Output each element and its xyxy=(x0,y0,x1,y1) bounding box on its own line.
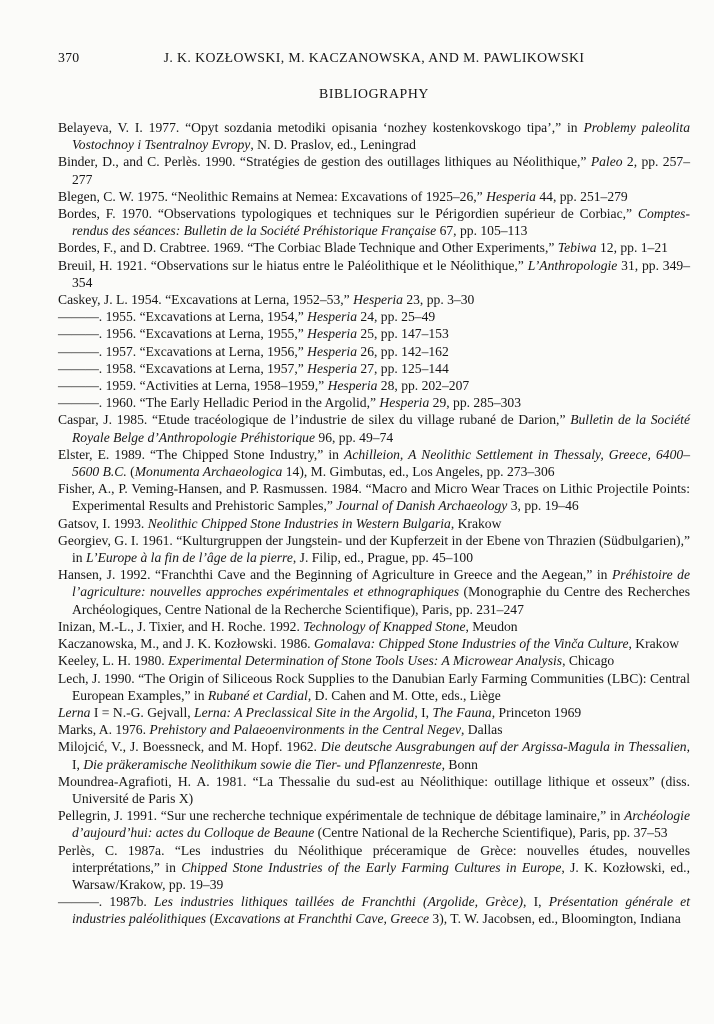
entry-title-segment: Hesperia xyxy=(327,378,378,394)
entry-text-segment: , Princeton 1969 xyxy=(491,704,582,720)
entry-text-segment: ———. 1960. “The Early Helladic Period in the Argolid,” xyxy=(58,395,380,411)
entry-title-segment: Tebiwa xyxy=(557,240,597,256)
entry-text-segment: 25, pp. 147–153 xyxy=(357,326,449,342)
entry-title-segment: Excavations at Franchthi Cave, Greece xyxy=(213,911,430,927)
entry-title-segment: Experimental Determination of Stone Tools Uses: A Microwear Analysis xyxy=(168,653,563,669)
bibliography-entry xyxy=(58,325,690,342)
entry-text-segment: Binder, D., and C. Perlès. 1990. “Stratégies de gestion des outillages lithiques au Néolithique,” xyxy=(58,154,591,170)
entry-text-segment: Pellegrin, J. 1991. “Sur une recherche technique expérimentale de technique de débitage laminaire,” in xyxy=(58,808,625,824)
entry-title-segment: Hesperia xyxy=(353,292,403,308)
entry-text-segment: , Krakow xyxy=(450,515,502,531)
bibliography-entry xyxy=(58,480,690,514)
entry-text-segment: ( xyxy=(126,464,135,480)
entry-title-segment: Les industries lithiques taillées de Franchthi (Argolide, Grèce) xyxy=(153,894,523,910)
bibliography-entry xyxy=(58,515,690,532)
entry-text-segment: Keeley, L. H. 1980. xyxy=(58,653,169,669)
entry-text-segment: Elster, E. 1989. “The Chipped Stone Industry,” in xyxy=(58,446,345,462)
bibliography-entry xyxy=(58,721,690,738)
bibliography-entry xyxy=(58,119,690,153)
entry-title-segment: Die deutsche Ausgrabungen auf der Argissa-Magula in Thessalien xyxy=(320,739,687,755)
bibliography-entry xyxy=(58,291,690,308)
entry-text-segment: Caspar, J. 1985. “Etude tracéologique de l’industrie de silex du village rubané de Darion,” xyxy=(58,412,571,428)
page-header xyxy=(58,50,690,66)
entry-text-segment: , I, xyxy=(522,894,549,910)
entry-text-segment: , N. D. Praslov, ed., Leningrad xyxy=(250,137,416,153)
entry-text-segment: , I, xyxy=(72,739,690,772)
entry-text-segment: ———. 1957. “Excavations at Lerna, 1956,” xyxy=(58,343,308,359)
entry-text-segment: 29, pp. 285–303 xyxy=(429,395,522,411)
entry-title-segment: Hesperia xyxy=(307,343,357,359)
entry-text-segment: ———. 1955. “Excavations at Lerna, 1954,” xyxy=(58,309,308,325)
entry-text-segment: 31, pp. 349–354 xyxy=(72,257,690,290)
entry-text-segment: , D. Cahen and M. Otte, eds., Liège xyxy=(307,687,501,703)
bibliography-entry xyxy=(58,893,690,927)
entry-title-segment: Lerna: A Preclassical Site in the Argolid xyxy=(194,704,415,720)
bibliography-entry xyxy=(58,670,690,704)
bibliography-entry xyxy=(58,842,690,894)
bibliography-entry xyxy=(58,566,690,618)
entry-text-segment: 24, pp. 25–49 xyxy=(357,309,436,325)
entry-title-segment: Prehistory and Palaeoenvironments in the Central Negev xyxy=(149,722,461,738)
bibliography-entry xyxy=(58,532,690,566)
bibliography-entry xyxy=(58,773,690,807)
entry-title-segment: Rubané et Cardial xyxy=(207,687,308,703)
bibliography-entry xyxy=(58,377,690,394)
entry-text-segment: 14), M. Gimbutas, ed., Los Angeles, pp. 273–306 xyxy=(282,464,555,480)
entry-text-segment: Fisher, A., P. Veming-Hansen, and P. Rasmussen. 1984. “Macro and Micro Wear Traces on Lithic Projectile Points: Experimental Results and Prehistoric Samples,” xyxy=(58,481,690,514)
bibliography-entry xyxy=(58,618,690,635)
entry-title-segment: L’Europe à la fin de l’âge de la pierre xyxy=(85,550,293,566)
entry-title-segment: Paleo xyxy=(590,154,623,170)
entry-text-segment: , Dallas xyxy=(460,722,503,738)
entry-text-segment: ———. 1956. “Excavations at Lerna, 1955,” xyxy=(58,326,308,342)
entry-title-segment: Achilleion, A Neolithic Settlement in Thessaly, Greece, 6400–5600 B.C. xyxy=(72,446,690,480)
entry-text-segment: Blegen, C. W. 1975. “Neolithic Remains at Nemea: Excavations of 1925–26,” xyxy=(58,188,487,204)
section-title: BIBLIOGRAPHY xyxy=(319,86,429,101)
bibliography-entry xyxy=(58,807,690,841)
entry-text-segment: 67, pp. 105–113 xyxy=(436,223,528,239)
entry-text-segment: Moundrea-Agrafioti, H. A. 1981. “La Thessalie du sud-est au Néolithique: outillage lithique et osseux” (diss. Université de Paris X) xyxy=(58,773,690,806)
entry-text-segment: (Centre National de la Recherche Scientifique), Paris, pp. 37–53 xyxy=(314,825,668,841)
entry-text-segment: ———. 1958. “Excavations at Lerna, 1957,” xyxy=(58,360,308,376)
entry-text-segment: Inizan, M.-L., J. Tixier, and H. Roche. 1992. xyxy=(58,618,304,634)
running-head: J. K. KOZŁOWSKI, M. KACZANOWSKA, AND M. PAWLIKOWSKI xyxy=(163,50,585,65)
entry-text-segment: Belayeva, V. I. 1977. “Opyt sozdania metodiki opisania ‘nozhey kostenkovskogo tipa’,” in xyxy=(58,120,584,135)
page-number: 370 xyxy=(58,50,80,65)
entry-text-segment: Lech, J. 1990. “The Origin of Siliceous Rock Supplies to the Danubian Early Farming Communities (LBC): Central European Examples,” in xyxy=(58,670,690,703)
entry-text-segment: 3, pp. 19–46 xyxy=(507,498,579,514)
entry-text-segment: 26, pp. 142–162 xyxy=(357,343,449,359)
entry-text-segment: ———. 1959. “Activities at Lerna, 1958–1959,” xyxy=(58,378,328,394)
entry-title-segment: Comptes-rendus des séances: Bulletin de la Société Préhistorique Française xyxy=(72,206,690,239)
entry-title-segment: Technology of Knapped Stone xyxy=(303,618,466,634)
entry-text-segment: 44, pp. 251–279 xyxy=(535,188,628,204)
bibliography-entry xyxy=(58,343,690,360)
entry-text-segment: , Bonn xyxy=(441,756,478,772)
entry-title-segment: Préhistoire de l’agriculture: nouvelles approches expérimentales et ethnographiques xyxy=(72,567,690,600)
entry-text-segment: , I, xyxy=(414,704,433,720)
entry-text-segment: , J. K. Kozłowski, ed., Warsaw/Krakow, pp. 19–39 xyxy=(72,859,690,892)
bibliography-entry xyxy=(58,394,690,411)
entry-text-segment: 27, pp. 125–144 xyxy=(357,360,449,376)
entry-text-segment: , Chicago xyxy=(562,653,615,669)
bibliography-entry xyxy=(58,652,690,669)
bibliography-list xyxy=(58,119,690,928)
entry-title-segment: Hesperia xyxy=(307,360,357,376)
entry-title-segment: Problemy paleolita Vostochnoy i Tsentralnoy Evropy xyxy=(72,120,690,153)
entry-text-segment: Caskey, J. L. 1954. “Excavations at Lerna, 1952–53,” xyxy=(58,292,354,308)
entry-text-segment: Milojcić, V., J. Boessneck, and M. Hopf. 1962. xyxy=(58,739,321,755)
entry-text-segment: ( xyxy=(206,911,214,927)
entry-title-segment: Hesperia xyxy=(486,188,536,204)
bibliography-entry xyxy=(58,704,690,721)
bibliography-entry xyxy=(58,411,690,445)
entry-text-segment: 12, pp. 1–21 xyxy=(596,240,668,256)
entry-text-segment: Kaczanowska, M., and J. K. Kozłowski. 1986. xyxy=(58,636,314,652)
entry-text-segment: Breuil, H. 1921. “Observations sur le hiatus entre le Paléolithique et le Néolithique,” xyxy=(58,257,528,273)
entry-text-segment: , Meudon xyxy=(465,618,518,634)
entry-text-segment: 2, pp. 257–277 xyxy=(72,154,690,187)
bibliography-entry xyxy=(58,308,690,325)
entry-text-segment: 23, pp. 3–30 xyxy=(402,292,475,308)
entry-title-segment: Journal of Danish Archaeology xyxy=(336,498,508,514)
entry-title-segment: L’Anthropologie xyxy=(527,257,618,273)
bibliography-entry xyxy=(58,446,690,480)
bibliography-entry xyxy=(58,205,690,239)
entry-title-segment: Neolithic Chipped Stone Industries in Western Bulgaria xyxy=(147,515,451,531)
page-content xyxy=(58,50,690,928)
bibliography-entry xyxy=(58,257,690,291)
entry-title-segment: Hesperia xyxy=(307,326,357,342)
entry-title-segment: Monumenta Archaeologica xyxy=(134,464,283,480)
entry-title-segment: Présentation générale et industries paléolithiques xyxy=(72,894,690,927)
entry-title-segment: Hesperia xyxy=(307,309,357,325)
entry-title-segment: Gomalava: Chipped Stone Industries of the Vinča Culture xyxy=(313,636,629,652)
bibliography-entry xyxy=(58,360,690,377)
entry-text-segment: Marks, A. 1976. xyxy=(58,722,150,738)
entry-text-segment: 96, pp. 49–74 xyxy=(315,429,394,445)
bibliography-entry xyxy=(58,635,690,652)
entry-text-segment: , Krakow xyxy=(628,636,680,652)
entry-text-segment: Perlès, C. 1987a. “Les industries du Néolithique préceramique de Grèce: nouvelles études, nouvelles interprétations,” in xyxy=(58,842,690,875)
entry-text-segment: Bordes, F. 1970. “Observations typologiques et techniques sur le Périgordien supérieur de Corbiac,” xyxy=(58,206,638,222)
entry-title-segment: Lerna xyxy=(58,704,91,720)
entry-text-segment: Hansen, J. 1992. “Franchthi Cave and the Beginning of Agriculture in Greece and the Aegean,” in xyxy=(58,567,612,583)
entry-text-segment: Bordes, F., and D. Crabtree. 1969. “The Corbiac Blade Technique and Other Experiments,” xyxy=(58,240,558,256)
entry-text-segment: Georgiev, G. I. 1961. “Kulturgruppen der Jungstein- und der Kupferzeit in der Ebene von Thrazien (Südbulgarien),” in xyxy=(58,532,690,566)
entry-title-segment: Bulletin de la Société Royale Belge d’Anthropologie Préhistorique xyxy=(72,412,690,445)
bibliography-entry xyxy=(58,239,690,256)
entry-title-segment: Chipped Stone Industries of the Early Farming Cultures in Europe xyxy=(181,859,562,875)
bibliography-entry xyxy=(58,188,690,205)
entry-text-segment: ———. 1987b. xyxy=(58,894,154,910)
entry-text-segment: Gatsov, I. 1993. xyxy=(58,515,148,531)
entry-title-segment: Hesperia xyxy=(379,395,430,411)
entry-text-segment: 28, pp. 202–207 xyxy=(377,378,470,394)
entry-title-segment: Archéologie d’aujourd’hui: actes du Colloque de Beaune xyxy=(72,808,690,841)
bibliography-entry xyxy=(58,153,690,187)
entry-text-segment: , J. Filip, ed., Prague, pp. 45–100 xyxy=(292,550,473,566)
entry-title-segment: The Fauna xyxy=(432,704,492,720)
entry-title-segment: Die präkeramische Neolithikum sowie die Tier- und Pflanzenreste xyxy=(83,756,442,772)
bibliography-entry xyxy=(58,738,690,772)
entry-text-segment: 3), T. W. Jacobsen, ed., Bloomington, Indiana xyxy=(429,911,681,927)
entry-text-segment: I = N.-G. Gejvall, xyxy=(90,704,195,720)
entry-text-segment: (Monographie du Centre des Recherches Archéologiques, Centre National de la Recherche Scientifique), Paris, pp. 231–247 xyxy=(72,584,690,617)
